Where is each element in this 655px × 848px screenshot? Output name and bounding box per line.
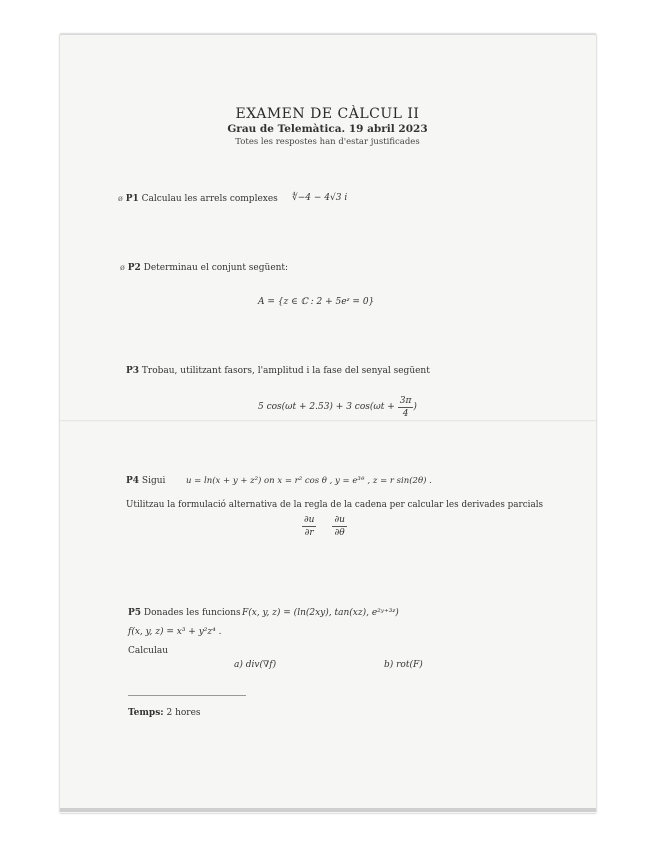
problem-4-label: P4 [126,476,140,486]
problem-1-expression: ∜−4 − 4√3 i [292,193,348,203]
problem-3-frac-num: 3π [399,395,412,406]
exam-duration [128,708,201,718]
duration-label: Temps: [128,708,164,718]
problem-5-scalar-function: f(x, y, z) = x³ + y²z⁴ . [128,627,222,637]
problem-5-part-b: b) rot(F) [384,660,423,670]
duration-value: 2 hores [166,708,201,718]
divider-line [128,695,246,696]
problem-4-definition: u = ln(x + y + z²) on x = r² cos θ , y = e³ᶿ , z = r sin(2θ) . [186,476,432,486]
problem-3-expr-part2: ) [413,402,417,412]
derivative-u-r-num: ∂u [304,515,315,525]
problem-4 [126,476,165,486]
exam-title: EXAMEN DE CÀLCUL II [235,106,420,122]
problem-3-expression [258,392,417,422]
derivative-u-theta-den: ∂θ [334,528,345,538]
problem-4-line1-text: Sigui [141,476,166,486]
problem-5-vector-field: F(x, y, z) = (ln(2xy), tan(xz), e²ʸ⁺³ᶻ) [242,608,399,618]
page-bottom-edge [60,808,596,812]
derivative-u-theta-num: ∂u [334,515,345,525]
derivative-u-r [302,514,316,539]
problem-4-derivatives [302,514,347,539]
problem-5-label: P5 [128,608,142,618]
problem-3-text: Trobau, utilitzant fasors, l'amplitud i la fase del senyal següent [141,366,430,376]
problem-5 [128,608,241,618]
exam-instructions: Totes les respostes han d'estar justificades [235,137,420,147]
problem-3-expr-part1: 5 cos(ωt + 2.53) + 3 cos(ωt + [258,402,395,412]
problem-1-text: Calculau les arrels complexes [141,194,278,204]
problem-5-part-a: a) div(∇f) [234,660,277,670]
problem-5-line1-text: Donades les funcions [143,608,241,618]
problem-2-text: Determinau el conjunt següent: [143,263,289,273]
problem-1-mark: ø [118,194,123,203]
problem-2-expression: A = {z ∈ ℂ : 2 + 5eᶻ = 0} [258,297,375,307]
derivative-u-r-den: ∂r [304,528,314,538]
problem-1-label: P1 [125,194,139,204]
problem-3-fraction [398,395,414,420]
problem-2-mark: ø [120,263,125,272]
exam-subtitle: Grau de Telemàtica. 19 abril 2023 [227,123,428,135]
problem-5-instruction: Calculau [128,646,169,656]
problem-2 [120,263,288,273]
problem-4-instruction: Utilitzau la formulació alternativa de la regla de la cadena per calcular les derivades parcials [126,500,544,510]
problem-2-label: P2 [127,263,141,273]
derivative-u-theta [332,514,346,539]
problem-1 [118,194,278,204]
problem-3-frac-den: 4 [402,408,409,419]
problem-3 [126,366,430,376]
exam-sheet [60,34,596,813]
problem-3-label: P3 [126,366,140,376]
